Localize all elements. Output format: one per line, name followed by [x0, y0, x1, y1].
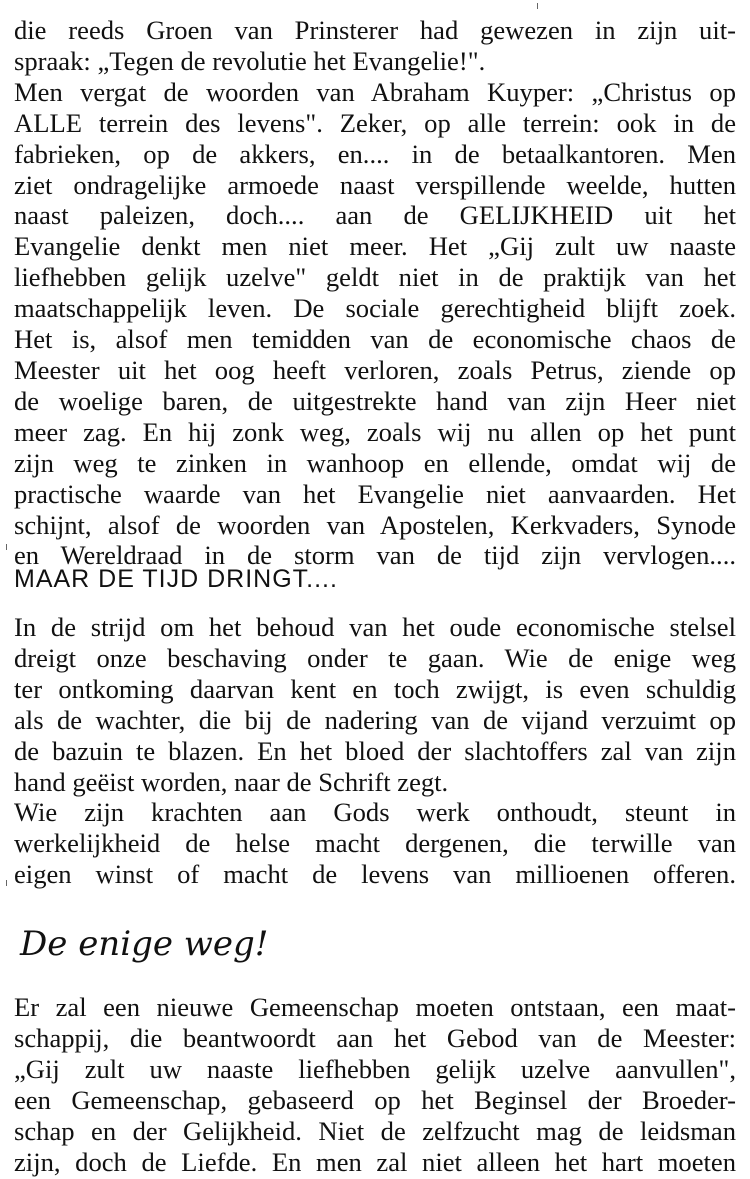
text-line: de woelige baren, de uitgestrekte hand van zijn Heer niet — [14, 385, 736, 416]
text-line: meer zag. En hij zonk weg, zoals wij nu allen op het punt — [14, 416, 736, 447]
paragraph-2 — [14, 612, 736, 890]
text-line: de bazuin te blazen. En het bloed der slachtoffers zal van zijn — [14, 735, 736, 766]
text-line: Meester uit het oog heeft verloren, zoals Petrus, ziende op — [14, 354, 736, 385]
paragraph-1 — [14, 15, 736, 571]
paragraph-3 — [14, 992, 736, 1177]
text-line: liefhebben gelijk uzelve" geldt niet in de praktijk van het — [14, 262, 736, 293]
scan-mark — [6, 880, 7, 886]
text-line: Men vergat de woorden van Abraham Kuyper: „Christus op — [14, 76, 736, 107]
text-line: ter ontkoming daarvan kent en toch zwijgt, is even schuldig — [14, 673, 736, 704]
text-line: ALLE terrein des levens". Zeker, op alle terrein: ook in de — [14, 107, 736, 138]
text-line: hand geëist worden, naar de Schrift zegt. — [14, 766, 449, 797]
scan-mark — [6, 544, 7, 550]
text-line: schap en der Gelijkheid. Niet de zelfzucht mag de leidsman — [14, 1115, 736, 1146]
text-line: zijn weg te zinken in wanhoop en ellende, omdat wij de — [14, 447, 736, 478]
section-heading: MAAR DE TIJD DRINGT.... — [14, 565, 338, 593]
text-line: Wie zijn krachten aan Gods werk onthoudt, steunt in — [14, 797, 736, 828]
text-line: fabrieken, op de akkers, en.... in de betaalkantoren. Men — [14, 138, 736, 169]
text-line: zijn, doch de Liefde. En men zal niet alleen het hart moeten — [14, 1146, 736, 1177]
text-line: Er zal een nieuwe Gemeenschap moeten ontstaan, een maat- — [14, 992, 736, 1022]
text-line: en Wereldraad in de storm van de tijd zijn vervlogen.... — [14, 540, 736, 571]
text-line: naast paleizen, doch.... aan de GELIJKHEID uit het — [14, 200, 736, 231]
text-line: spraak: „Tegen de revolutie het Evangelie!". — [14, 45, 486, 76]
text-line: schijnt, alsof de woorden van Apostelen, Kerkvaders, Synode — [14, 509, 736, 540]
text-line: practische waarde van het Evangelie niet aanvaarden. Het — [14, 478, 736, 509]
text-line: schappij, die beantwoordt aan het Gebod van de Meester: — [14, 1022, 736, 1053]
paragraph-2-text — [14, 612, 736, 890]
text-line: dreigt onze beschaving onder te gaan. Wie de enige weg — [14, 642, 736, 673]
script-section-heading: De enige weg! — [20, 924, 269, 964]
text-line: ziet ondragelijke armoede naast verspillende weelde, hutten — [14, 169, 736, 200]
text-line: die reeds Groen van Prinsterer had gewezen in zijn uit- — [14, 15, 736, 45]
text-line: maatschappelijk leven. De sociale gerechtigheid blijft zoek. — [14, 293, 736, 324]
text-line: een Gemeenschap, gebaseerd op het Beginsel der Broeder- — [14, 1084, 736, 1115]
paragraph-1-text — [14, 15, 736, 571]
text-line: In de strijd om het behoud van het oude economische stelsel — [14, 612, 736, 642]
text-line: Evangelie denkt men niet meer. Het „Gij zult uw naaste — [14, 231, 736, 262]
text-line: werkelijkheid de helse macht dergenen, die terwille van — [14, 828, 736, 859]
text-line: als de wachter, die bij de nadering van de vijand verzuimt op — [14, 704, 736, 735]
paragraph-3-text — [14, 992, 736, 1177]
scan-mark — [537, 3, 538, 9]
text-line: „Gij zult uw naaste liefhebben gelijk uzelve aanvullen", — [14, 1053, 736, 1084]
text-line: eigen winst of macht de levens van millioenen offeren. — [14, 859, 736, 890]
text-line: Het is, alsof men temidden van de economische chaos de — [14, 324, 736, 355]
